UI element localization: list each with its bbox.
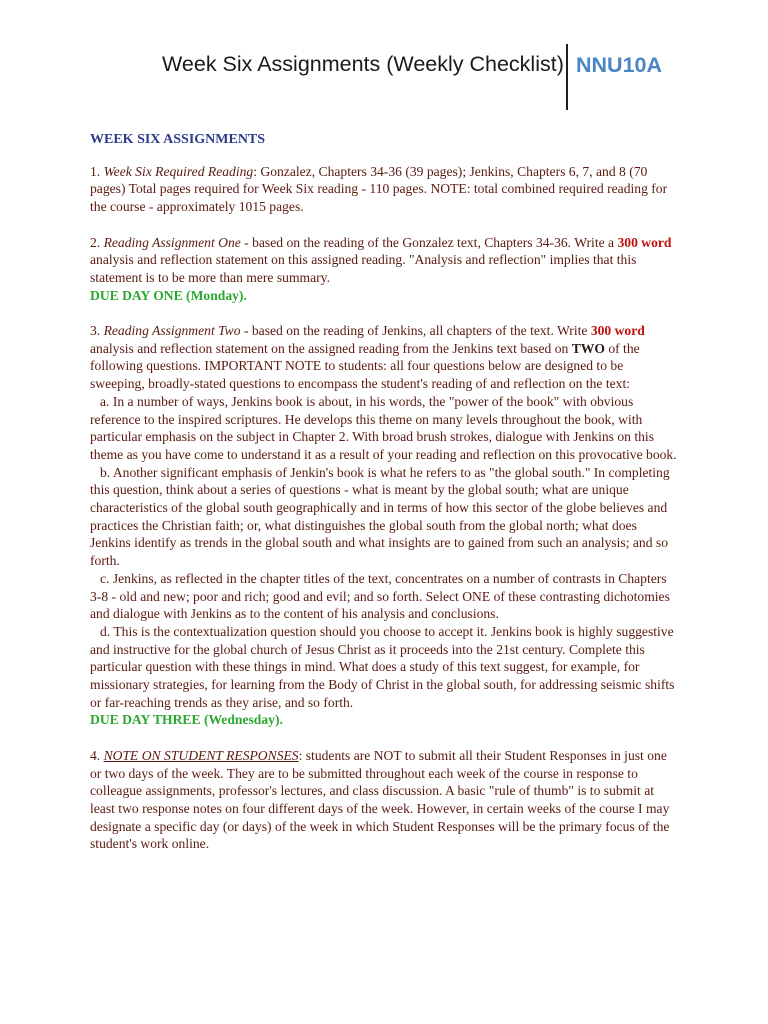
question-d: d. This is the contextualization question should you choose to accept it. Jenkins book is highly suggestive and instructive for the global church of Jesus Christ as it proceeds into the 21st century. Complete this particular question with these things in mind. What does a study of this text suggest, for example, for missionary strategies, for learning from the Body of Christ in the global south, for addressing seismic shifts or far-reaching trends as they arise, and so forth. [90,623,675,710]
due-date: DUE DAY ONE (Monday). [90,287,247,303]
question-b: b. Another significant emphasis of Jenkin's book is what he refers to as "the global south." In completing this question, think about a series of questions - what is meant by the global south; what are unique characteristics of the global south geographically and in terms of how this sector of the globe believes and practices the Christian faith; or, what distinguishes the global south from the global north; what does Jenkins identify as trends in the global south and what insights are to gained from such an analysis; and so forth. [90,464,670,569]
question-a: a. In a number of ways, Jenkins book is about, in his words, the "power of the book" with obvious reference to the inspired scriptures. He develops this theme on many levels throughout the book, with particular emphasis on the subject in Chapter 2. With broad brush strokes, dialogue with Jenkins on this theme as you have come to understand it as a result of your reading and reflection on this provocative book. [90,393,677,462]
document-title: Week Six Assignments (Weekly Checklist) [162,52,564,76]
question-c: c. Jenkins, as reflected in the chapter titles of the text, concentrates on a number of contrasts in Chapters 3-8 - old and new; poor and rich; good and evil; and so forth. Select ONE of these contrasting dichotomies and dialogue with Jenkins as to the content of his analysis and conclusions. [90,570,670,622]
item-required-reading: 1. Week Six Required Reading: Gonzalez, Chapters 34-36 (39 pages); Jenkins, Chapters 6, 7, and 8 (70 pages) Total pages required for Week Six reading - 110 pages. NOTE: total combined required reading for the course - approximately 1015 pages. [90,163,668,215]
word-count-emphasis: 300 word [590,323,645,338]
word-count-emphasis: 300 word [617,234,672,250]
due-date: DUE DAY THREE (Wednesday). [90,712,283,728]
document-header [0,44,768,112]
item-reading-assignment-two: 3. Reading Assignment Two - based on the reading of Jenkins, all chapters of the text. Write 300 word analysis and reflection statement on the assigned reading from the Jenkins text based on TWO of the following questions. IMPORTANT NOTE to students: all four questions below are designed to be sweeping, broadly-stated questions to encompass the student's reading of and reflection on the text: [90,323,645,392]
header-divider [566,44,568,110]
course-code: NNU10A [576,53,663,77]
section-heading: WEEK SIX ASSIGNMENTS [90,132,266,147]
item-label: NOTE ON STUDENT RESPONSES [103,747,299,763]
item-label: Week Six Required Reading [103,163,254,179]
item-label: Reading Assignment Two [103,323,241,338]
item-student-responses-note: 4. NOTE ON STUDENT RESPONSES: students are NOT to submit all their Student Responses in just one or two days of the week. They are to be submitted throughout each week of the course in response to colleague assignments, professor's lectures, and class discussion. A basic "rule of thumb" is to submit at least two response notes on four different days of the week. However, in certain weeks of the course I may designate a specific day (or days) of the week in which Student Responses will be the primary focus of the student's work online. [90,747,670,852]
document-body [90,131,678,853]
two-emphasis: TWO [571,340,605,356]
item-reading-assignment-one: 2. Reading Assignment One - based on the reading of the Gonzalez text, Chapters 34-36. Write a 300 word analysis and reflection statement on this assigned reading. "Analysis and reflection" implies that this statement is to be more than mere summary. [90,234,672,285]
item-label: Reading Assignment One [103,234,241,250]
